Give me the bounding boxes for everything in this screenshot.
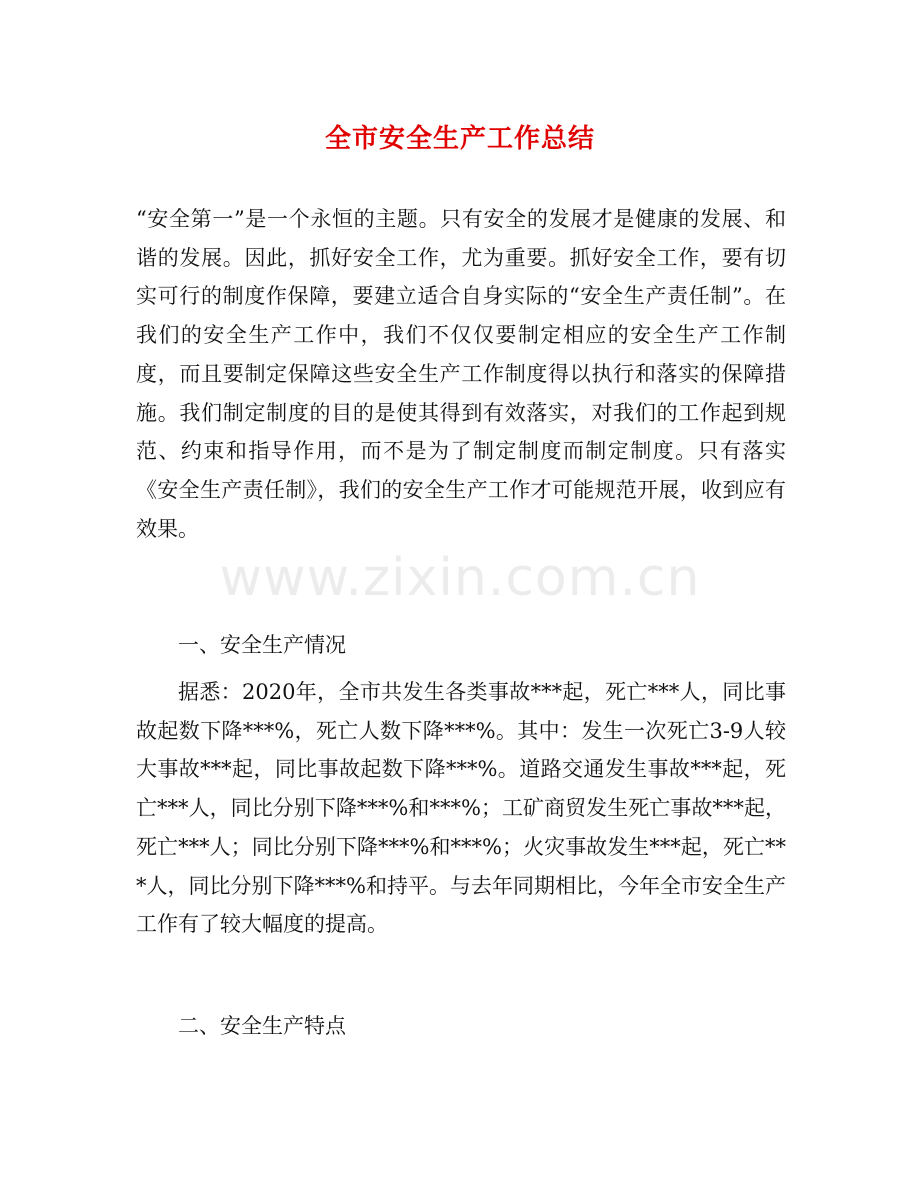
section-paragraph-1: 据悉：2020年，全市共发生各类事故***起，死亡***人，同比事故起数下降***%，死亡人数下降***%。其中：发生一次死亡3-9人较大事故***起，同比事故起数下降***%。道路交通发生事故***起，死亡***人，同比分别下降***%和***%；工矿商贸发生死亡事故***起，死亡***人；同比分别下降***%和***%；火灾事故发生***起，死亡***人，同比分别下降***%和持平。与去年同期相比，今年全市安全生产工作有了较大幅度的提高。 (136, 680, 786, 937)
watermark: www.zixin.com.cn (219, 548, 701, 608)
document-title: 全市安全生产工作总结 (324, 124, 595, 154)
intro-paragraph: “安全第一”是一个永恒的主题。只有安全的发展才是健康的发展、和谐的发展。因此，抓好安全工作，尤为重要。抓好安全工作，要有切实可行的制度作保障，要建立适合自身实际的“安全生产责任制”。在我们的安全生产工作中，我们不仅仅要制定相应的安全生产工作制度，而且要制定保障这些安全生产工作制度得以执行和落实的保障措施。我们制定制度的目的是使其得到有效落实，对我们的工作起到规范、约束和指导作用，而不是为了制定制度而制定制度。只有落实《安全生产责任制》，我们的安全生产工作才可能规范开展，收到应有效果。 (136, 207, 786, 541)
section-heading-1: 一、安全生产情况 (178, 633, 346, 657)
section-heading-2: 二、安全生产特点 (178, 1014, 346, 1038)
